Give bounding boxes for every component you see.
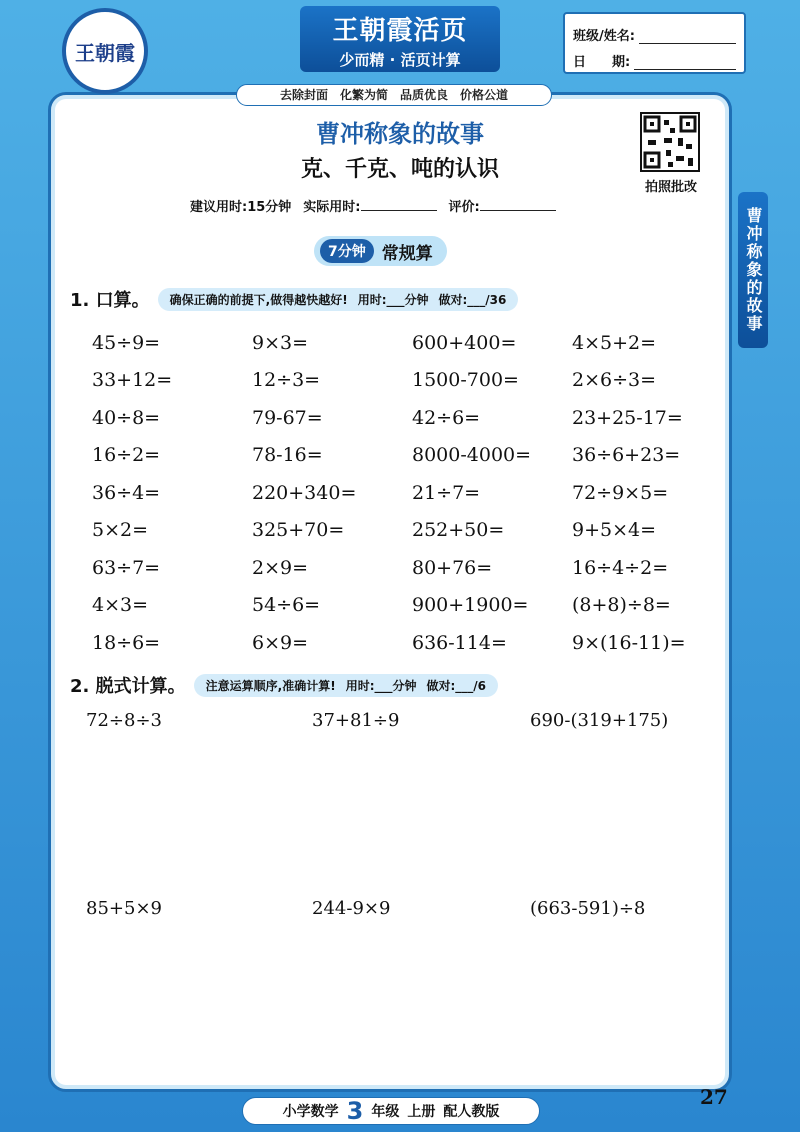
q2-score: 做对:___/6 [426, 678, 487, 693]
q1-expression: 2×9= [252, 556, 309, 579]
motto-strip: 去除封面 化繁为简 品质优良 价格公道 [236, 84, 552, 106]
q1-expression: 18÷6= [92, 631, 161, 654]
brand-banner [300, 6, 500, 72]
q1-expression: 78-16= [252, 444, 323, 467]
q1-expression: 8000-4000= [412, 444, 532, 467]
section-badge [314, 236, 447, 266]
q1-expression: 40÷8= [92, 406, 161, 429]
q1-expression: 42÷6= [412, 406, 481, 429]
brand-slogan: 少而精 · 活页计算 [339, 51, 461, 69]
q1-score: 做对:___/36 [438, 292, 507, 307]
q1-row [92, 587, 732, 625]
q2-time: 用时:___分钟 [345, 678, 417, 693]
q1-row [92, 512, 732, 550]
q1-expression: 2×6÷3= [572, 369, 657, 392]
q2-title: 2. 脱式计算。 [70, 676, 186, 697]
q1-expression: 33+12= [92, 369, 173, 392]
q2-header [70, 672, 498, 698]
q2-expression: 85+5×9 [86, 898, 162, 919]
q1-expression: 36÷6+23= [572, 444, 681, 467]
oral-calculation-grid [92, 324, 732, 662]
q1-expression: 16÷4÷2= [572, 556, 669, 579]
brand-logo [62, 8, 148, 94]
class-name-label: 班级/姓名: [573, 29, 635, 44]
q1-expression: 63÷7= [92, 556, 161, 579]
q1-expression: 72÷9×5= [572, 481, 669, 504]
section-minutes: 7分钟 [320, 239, 374, 263]
date-field[interactable] [634, 54, 736, 70]
q1-row [92, 324, 732, 362]
brand-title: 王朝霞活页 [332, 16, 468, 46]
date-label: 日 期: [573, 55, 631, 70]
actual-time-label: 实际用时: [303, 200, 361, 215]
q1-expression: 45÷9= [92, 331, 161, 354]
page-title: 曹冲称象的故事 [316, 120, 484, 148]
q1-expression: 9+5×4= [572, 519, 657, 542]
q2-tip [194, 674, 498, 697]
q1-expression: 4×3= [92, 594, 149, 617]
timing-line [190, 196, 556, 215]
q2-tip-text: 注意运算顺序,准确计算! [205, 678, 336, 693]
side-tab: 曹冲称象的故事 [738, 192, 768, 348]
q2-expression: 244-9×9 [312, 898, 391, 919]
q1-expression: 325+70= [252, 519, 345, 542]
q1-row [92, 399, 732, 437]
q1-row [92, 437, 732, 475]
section-name: 常规算 [381, 243, 433, 264]
q1-expression: 12÷3= [252, 369, 321, 392]
footer-edition [242, 1097, 540, 1125]
q1-expression: (8+8)÷8= [572, 594, 671, 617]
q1-expression: 5×2= [92, 519, 149, 542]
q2-row-2 [86, 898, 726, 919]
actual-time-field[interactable] [361, 197, 437, 211]
q1-tip [158, 288, 519, 311]
q1-tip-text: 确保正确的前提下,做得越快越好! [169, 292, 348, 307]
evaluation-field[interactable] [480, 197, 556, 211]
page-subtitle: 克、千克、吨的认识 [300, 157, 499, 182]
q1-expression: 252+50= [412, 519, 505, 542]
q1-expression: 23+25-17= [572, 406, 683, 429]
footer-edition-text: 配人教版 [443, 1104, 500, 1120]
q1-expression: 80+76= [412, 556, 493, 579]
q1-expression: 54÷6= [252, 594, 321, 617]
q1-title: 1. 口算。 [70, 290, 150, 311]
q1-row [92, 362, 732, 400]
q2-expression: 37+81÷9 [312, 710, 400, 731]
q1-expression: 600+400= [412, 331, 517, 354]
footer-subject: 小学数学 [282, 1104, 339, 1120]
q1-expression: 220+340= [252, 481, 357, 504]
footer-grade-number: 3 [346, 1097, 364, 1125]
suggested-time: 建议用时:15分钟 [190, 200, 292, 215]
q1-expression: 36÷4= [92, 481, 161, 504]
q1-expression: 4×5+2= [572, 331, 657, 354]
page-number: 27 [700, 1085, 728, 1109]
q1-expression: 21÷7= [412, 481, 481, 504]
footer-grade-label: 年级 [371, 1104, 400, 1120]
q1-expression: 636-114= [412, 631, 507, 654]
q1-header [70, 286, 518, 312]
q1-row [92, 624, 732, 662]
q1-expression: 79-67= [252, 406, 323, 429]
q2-row-1 [86, 710, 726, 731]
q1-expression: 900+1900= [412, 594, 529, 617]
evaluation-label: 评价: [448, 200, 480, 215]
qr-caption: 拍照批改 [644, 180, 697, 195]
q2-expression: 72÷8÷3 [86, 710, 162, 731]
q1-row [92, 549, 732, 587]
q1-expression: 9×(16-11)= [572, 631, 686, 654]
class-name-field[interactable] [639, 28, 736, 44]
student-info-box [563, 12, 746, 74]
q2-expression: 690-(319+175) [530, 710, 669, 731]
logo-text: 王朝霞 [75, 40, 135, 65]
q1-time: 用时:___分钟 [357, 292, 429, 307]
q1-expression: 6×9= [252, 631, 309, 654]
q1-expression: 16÷2= [92, 444, 161, 467]
q1-expression: 1500-700= [412, 369, 519, 392]
qr-code-icon[interactable] [640, 112, 700, 172]
q1-expression: 9×3= [252, 331, 309, 354]
q2-expression: (663-591)÷8 [530, 898, 646, 919]
footer-term: 上册 [407, 1104, 436, 1120]
q1-row [92, 474, 732, 512]
